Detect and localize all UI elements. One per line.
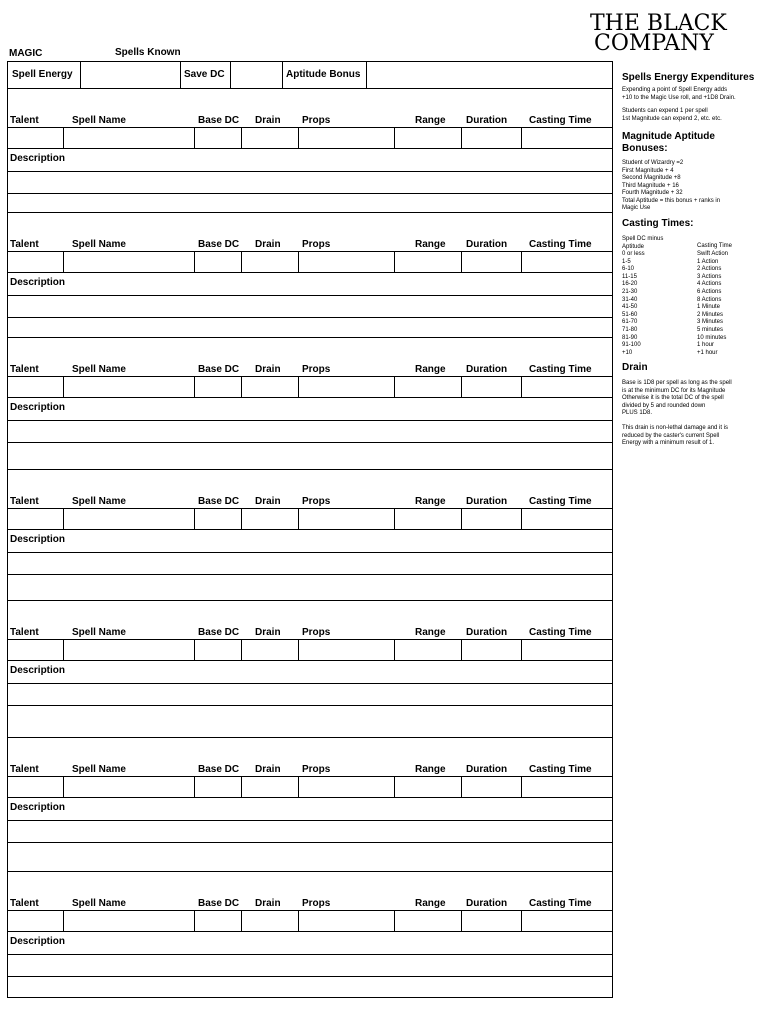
props-field[interactable] bbox=[299, 640, 393, 659]
drain-text-2: This drain is non-lethal damage and it is reduced by the caster's current Spell Energy with a minimum result of 1. bbox=[622, 425, 729, 446]
col-drain-label: Drain bbox=[255, 496, 281, 507]
divider bbox=[230, 61, 231, 89]
col-range-label: Range bbox=[415, 364, 446, 375]
row-line bbox=[7, 148, 613, 149]
description-label: Description bbox=[10, 534, 66, 545]
col-props-label: Props bbox=[302, 764, 331, 775]
drain-title: Drain bbox=[622, 362, 648, 373]
description-label: Description bbox=[10, 936, 66, 947]
col-spell-name-label: Spell Name bbox=[72, 239, 126, 250]
casting-time-cell: 4 Actions bbox=[697, 281, 722, 288]
col-spell-name-label: Spell Name bbox=[72, 764, 126, 775]
col-range-label: Range bbox=[415, 627, 446, 638]
col-casting-time-label: Casting Time bbox=[529, 496, 592, 507]
casting-dc-cell: 6-10 bbox=[622, 266, 635, 273]
block-divider bbox=[7, 212, 613, 213]
casting-row bbox=[622, 327, 762, 335]
casting-dc-cell: 41-50 bbox=[622, 304, 638, 311]
col-drain-label: Drain bbox=[255, 364, 281, 375]
col-talent-label: Talent bbox=[10, 898, 39, 909]
casting-time-cell: 6 Actions bbox=[697, 289, 722, 295]
drain-field[interactable] bbox=[242, 128, 297, 147]
spell-name-field[interactable] bbox=[64, 777, 193, 796]
range-field[interactable] bbox=[395, 911, 460, 930]
casting-time-cell: 1 hour bbox=[697, 342, 715, 349]
col-base-dc-label: Base DC bbox=[198, 496, 240, 507]
drain-field[interactable] bbox=[242, 252, 297, 271]
range-field[interactable] bbox=[395, 640, 460, 659]
spell-name-field[interactable] bbox=[64, 640, 193, 659]
col-spell-name-label: Spell Name bbox=[72, 627, 126, 638]
casting-dc-cell: 51-60 bbox=[622, 311, 638, 318]
col-props-label: Props bbox=[302, 364, 331, 375]
drain-field[interactable] bbox=[242, 377, 297, 396]
casting-time-cell: 3 Actions bbox=[697, 273, 722, 280]
col-casting-time-label: Casting Time bbox=[529, 239, 592, 250]
block-divider bbox=[7, 337, 613, 338]
col-drain-label: Drain bbox=[255, 627, 281, 638]
base-dc-field[interactable] bbox=[195, 640, 240, 659]
casting-time-field[interactable] bbox=[522, 128, 611, 147]
block-divider bbox=[7, 871, 613, 872]
props-field[interactable] bbox=[299, 252, 393, 271]
casting-dc-cell: 11-15 bbox=[622, 273, 637, 280]
drain-field[interactable] bbox=[242, 911, 297, 930]
col-base-dc-label: Base DC bbox=[198, 627, 240, 638]
casting-row bbox=[622, 251, 762, 259]
range-field[interactable] bbox=[395, 509, 460, 528]
row-line bbox=[7, 272, 613, 273]
col-casting-time-label: Casting Time bbox=[529, 898, 592, 909]
col-base-dc-label: Base DC bbox=[198, 239, 240, 250]
drain-text: Base is 1D8 per spell as long as the spell is at the minimum DC for its Magnitude Otherwise it is the total DC of the spell divided by 5 and rounded down PLUS 1D8. bbox=[622, 380, 732, 416]
col-casting-time-label: Casting Time bbox=[529, 627, 592, 638]
casting-col2-header: Casting Time bbox=[697, 243, 733, 249]
description-label: Description bbox=[10, 153, 66, 164]
casting-row bbox=[622, 304, 762, 312]
description-field[interactable] bbox=[8, 172, 611, 214]
props-field[interactable] bbox=[299, 777, 393, 796]
casting-dc-cell: +10 bbox=[622, 349, 633, 356]
col-casting-time-label: Casting Time bbox=[529, 115, 592, 126]
talent-field[interactable] bbox=[8, 377, 62, 396]
drain-field[interactable] bbox=[242, 509, 297, 528]
row-line bbox=[7, 660, 613, 661]
drain-field[interactable] bbox=[242, 640, 297, 659]
casting-row bbox=[622, 297, 762, 305]
col-spell-name-label: Spell Name bbox=[72, 364, 126, 375]
duration-field[interactable] bbox=[462, 252, 520, 271]
block-divider bbox=[7, 737, 613, 738]
aptitude-bonus-field[interactable] bbox=[368, 63, 611, 87]
casting-row bbox=[622, 274, 762, 282]
save-dc-label: Save DC bbox=[184, 69, 225, 80]
casting-time-field[interactable] bbox=[522, 640, 611, 659]
props-field[interactable] bbox=[299, 128, 393, 147]
base-dc-field[interactable] bbox=[195, 377, 240, 396]
base-dc-field[interactable] bbox=[195, 128, 240, 147]
props-field[interactable] bbox=[299, 377, 393, 396]
casting-time-cell: +1 hour bbox=[697, 349, 718, 356]
col-talent-label: Talent bbox=[10, 239, 39, 250]
base-dc-field[interactable] bbox=[195, 777, 240, 796]
casting-time-cell: 8 Actions bbox=[697, 296, 722, 303]
range-field[interactable] bbox=[395, 128, 460, 147]
casting-dc-cell: 1-5 bbox=[622, 258, 631, 265]
spell-energy-field[interactable] bbox=[82, 63, 178, 87]
magic-label: MAGIC bbox=[9, 48, 43, 59]
magnitude-title: Magnitude Aptitude Bonuses: bbox=[622, 131, 715, 154]
col-spell-name-label: Spell Name bbox=[72, 898, 126, 909]
description-field[interactable] bbox=[8, 296, 611, 338]
casting-time-cell: 10 minutes bbox=[697, 334, 727, 341]
col-props-label: Props bbox=[302, 239, 331, 250]
col-casting-time-label: Casting Time bbox=[529, 764, 592, 775]
description-label: Description bbox=[10, 665, 66, 676]
props-field[interactable] bbox=[299, 509, 393, 528]
col-talent-label: Talent bbox=[10, 496, 39, 507]
casting-title: Casting Times: bbox=[622, 218, 694, 229]
col-duration-label: Duration bbox=[466, 627, 508, 638]
casting-dc-cell: 16-20 bbox=[622, 281, 638, 288]
divider bbox=[366, 61, 367, 89]
block-divider bbox=[7, 88, 613, 89]
casting-dc-cell: 31-40 bbox=[622, 296, 638, 303]
spell-name-field[interactable] bbox=[64, 377, 193, 396]
casting-row bbox=[622, 259, 762, 267]
save-dc-field[interactable] bbox=[232, 63, 280, 87]
col-duration-label: Duration bbox=[466, 239, 508, 250]
col-talent-label: Talent bbox=[10, 364, 39, 375]
row-line bbox=[7, 529, 613, 530]
casting-time-cell: 5 minutes bbox=[697, 327, 724, 333]
col-talent-label: Talent bbox=[10, 115, 39, 126]
col-props-label: Props bbox=[302, 496, 331, 507]
duration-field[interactable] bbox=[462, 377, 520, 396]
casting-time-field[interactable] bbox=[522, 509, 611, 528]
casting-row bbox=[622, 342, 762, 350]
col-drain-label: Drain bbox=[255, 115, 281, 126]
casting-time-cell: 2 Minutes bbox=[697, 311, 724, 318]
casting-dc-cell: 0 or less bbox=[622, 251, 645, 257]
casting-col1-header: Spell DC minus Aptitude bbox=[622, 236, 664, 250]
block-divider bbox=[7, 469, 613, 470]
range-field[interactable] bbox=[395, 252, 460, 271]
casting-dc-cell: 61-70 bbox=[622, 319, 638, 326]
divider bbox=[180, 61, 181, 89]
casting-time-cell: 3 Minutes bbox=[697, 319, 724, 326]
casting-time-cell: 2 Actions bbox=[697, 266, 722, 273]
talent-field[interactable] bbox=[8, 640, 62, 659]
col-talent-label: Talent bbox=[10, 764, 39, 775]
col-base-dc-label: Base DC bbox=[198, 115, 240, 126]
duration-field[interactable] bbox=[462, 640, 520, 659]
talent-field[interactable] bbox=[8, 777, 62, 796]
casting-time-field[interactable] bbox=[522, 377, 611, 396]
block-divider bbox=[7, 600, 613, 601]
col-duration-label: Duration bbox=[466, 764, 508, 775]
col-range-label: Range bbox=[415, 496, 446, 507]
col-props-label: Props bbox=[302, 115, 331, 126]
logo-line-1: THE BLACK bbox=[590, 11, 727, 36]
col-casting-time-label: Casting Time bbox=[529, 364, 592, 375]
talent-field[interactable] bbox=[8, 128, 62, 147]
base-dc-field[interactable] bbox=[195, 911, 240, 930]
black-company-logo bbox=[590, 11, 730, 56]
range-field[interactable] bbox=[395, 377, 460, 396]
casting-time-field[interactable] bbox=[522, 911, 611, 930]
description-label: Description bbox=[10, 277, 66, 288]
base-dc-field[interactable] bbox=[195, 252, 240, 271]
talent-field[interactable] bbox=[8, 252, 62, 271]
description-field[interactable] bbox=[8, 684, 611, 726]
duration-field[interactable] bbox=[462, 128, 520, 147]
base-dc-field[interactable] bbox=[195, 509, 240, 528]
col-base-dc-label: Base DC bbox=[198, 764, 240, 775]
expenditures-text: Expending a point of Spell Energy adds +10 to the Magic Use roll, and +1D8 Drain. bbox=[622, 87, 736, 101]
col-base-dc-label: Base DC bbox=[198, 898, 240, 909]
description-label: Description bbox=[10, 402, 66, 413]
col-duration-label: Duration bbox=[466, 115, 508, 126]
casting-dc-cell: 81-90 bbox=[622, 334, 638, 341]
spell-energy-label: Spell Energy bbox=[12, 69, 73, 80]
col-duration-label: Duration bbox=[466, 898, 508, 909]
row-line bbox=[7, 397, 613, 398]
casting-row bbox=[622, 281, 762, 289]
casting-row bbox=[622, 312, 762, 320]
talent-field[interactable] bbox=[8, 911, 62, 930]
drain-field[interactable] bbox=[242, 777, 297, 796]
divider bbox=[282, 61, 283, 89]
casting-row bbox=[622, 266, 762, 274]
col-talent-label: Talent bbox=[10, 627, 39, 638]
spell-name-field[interactable] bbox=[64, 128, 193, 147]
magnitude-text: Student of Wizardry =2 First Magnitude + 4 Second Magnitude +8 Third Magnitude + 16 Fourth Magnitude + 32 Total Aptitude = this bonus + ranks in Magic Use bbox=[622, 160, 721, 211]
casting-row bbox=[622, 319, 762, 327]
description-field[interactable] bbox=[8, 821, 611, 863]
logo-line-2: COMPANY bbox=[594, 31, 714, 56]
casting-dc-cell: 21-30 bbox=[622, 289, 638, 295]
casting-time-cell: Swift Action bbox=[697, 251, 729, 257]
props-field[interactable] bbox=[299, 911, 393, 930]
casting-dc-cell: 71-80 bbox=[622, 327, 638, 333]
students-text: Students can expend 1 per spell 1st Magnitude can expend 2, etc. etc. bbox=[622, 108, 722, 122]
range-field[interactable] bbox=[395, 777, 460, 796]
col-range-label: Range bbox=[415, 764, 446, 775]
casting-time-cell: 1 Minute bbox=[697, 304, 721, 311]
expenditures-title: Spells Energy Expenditures bbox=[622, 72, 755, 83]
casting-row bbox=[622, 289, 762, 297]
col-duration-label: Duration bbox=[466, 496, 508, 507]
casting-dc-cell: 91-100 bbox=[622, 342, 641, 349]
col-drain-label: Drain bbox=[255, 898, 281, 909]
col-drain-label: Drain bbox=[255, 239, 281, 250]
col-props-label: Props bbox=[302, 898, 331, 909]
talent-field[interactable] bbox=[8, 509, 62, 528]
frame-bottom bbox=[7, 997, 613, 998]
row-line bbox=[7, 797, 613, 798]
spell-name-field[interactable] bbox=[64, 252, 193, 271]
casting-row bbox=[622, 350, 762, 358]
spell-name-field[interactable] bbox=[64, 509, 193, 528]
col-drain-label: Drain bbox=[255, 764, 281, 775]
casting-row bbox=[622, 335, 762, 343]
duration-field[interactable] bbox=[462, 777, 520, 796]
col-range-label: Range bbox=[415, 115, 446, 126]
col-props-label: Props bbox=[302, 627, 331, 638]
col-spell-name-label: Spell Name bbox=[72, 115, 126, 126]
col-spell-name-label: Spell Name bbox=[72, 496, 126, 507]
casting-time-field[interactable] bbox=[522, 777, 611, 796]
row-line bbox=[7, 931, 613, 932]
description-field[interactable] bbox=[8, 553, 611, 595]
duration-field[interactable] bbox=[462, 509, 520, 528]
col-range-label: Range bbox=[415, 898, 446, 909]
divider bbox=[80, 61, 81, 89]
spells-known-label: Spells Known bbox=[115, 47, 181, 58]
col-base-dc-label: Base DC bbox=[198, 364, 240, 375]
duration-field[interactable] bbox=[462, 911, 520, 930]
casting-time-cell: 1 Action bbox=[697, 258, 719, 265]
col-range-label: Range bbox=[415, 239, 446, 250]
col-duration-label: Duration bbox=[466, 364, 508, 375]
casting-time-field[interactable] bbox=[522, 252, 611, 271]
aptitude-bonus-label: Aptitude Bonus bbox=[286, 69, 361, 80]
description-field[interactable] bbox=[8, 421, 611, 463]
description-label: Description bbox=[10, 802, 66, 813]
spell-name-field[interactable] bbox=[64, 911, 193, 930]
description-field[interactable] bbox=[8, 955, 611, 997]
